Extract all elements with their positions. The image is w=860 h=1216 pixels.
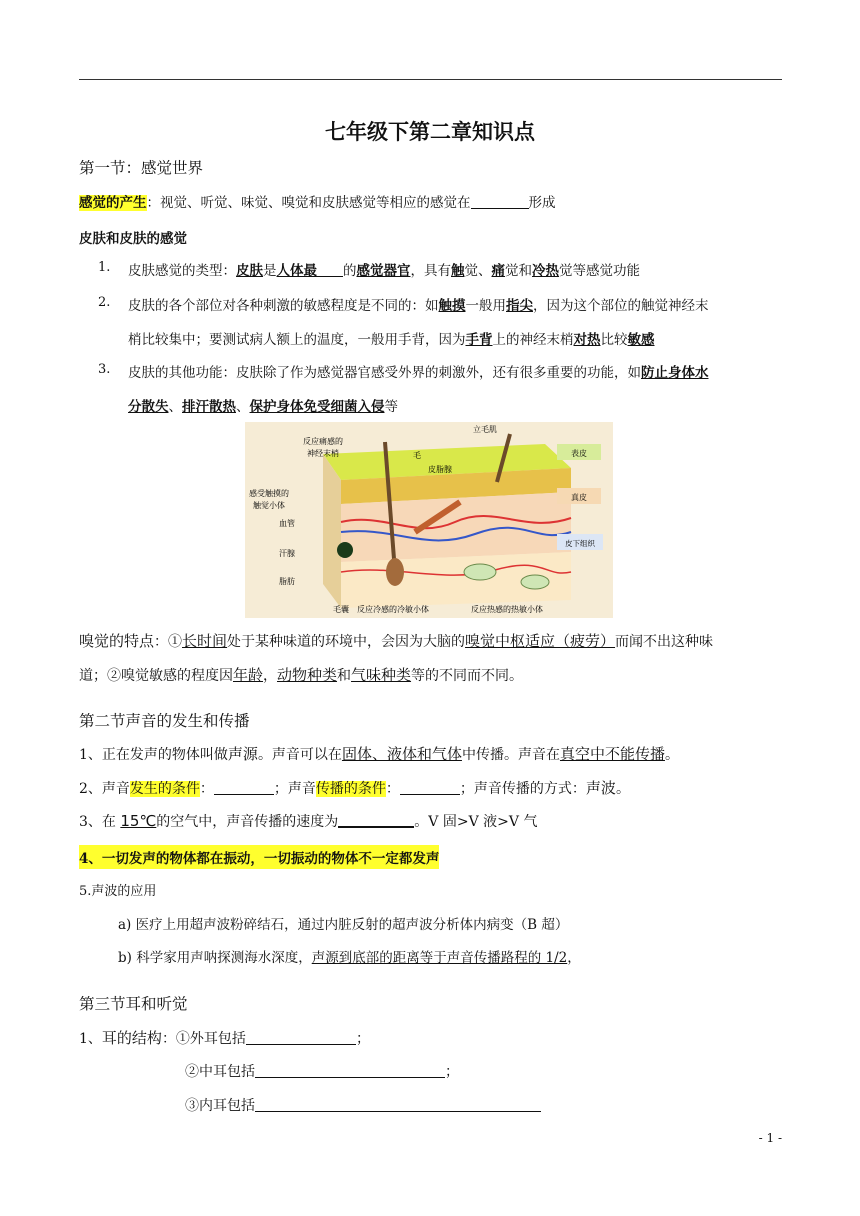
text: b) 科学家用声呐探测海水深度， <box>118 950 312 966</box>
text: 1、正在发声的物体叫做 <box>79 747 228 763</box>
sound-line5: 5.声波的应用 <box>79 884 157 899</box>
sound-line2 <box>79 777 630 798</box>
text: 皮肤的各个部位对各种刺激的敏感程度是不同的：如 <box>128 298 439 314</box>
text: ：① <box>154 634 183 650</box>
item-number: 3. <box>98 362 111 377</box>
text: 耳的结构 <box>101 1029 162 1047</box>
text: 真空中不能传播 <box>559 745 665 763</box>
text: 。 <box>664 747 679 763</box>
text: 觉和 <box>505 263 532 279</box>
label-touch-2: 触觉小体 <box>253 501 285 510</box>
sound-line4: 4、一切发声的物体都在振动，一切振动的物体不一定都发声 <box>79 845 439 869</box>
text: ，因为这个部位的触觉神经末 <box>533 298 709 314</box>
ear-line2 <box>185 1061 459 1081</box>
text: 1、 <box>79 1031 102 1047</box>
text: 觉、 <box>464 263 492 279</box>
section1-heading: 第一节：感觉世界 <box>79 159 204 177</box>
text: 皮肤感觉的类型： <box>128 263 236 279</box>
text: 是 <box>263 263 277 279</box>
text: 、 <box>236 399 250 415</box>
text: 固体、液体和气体 <box>341 745 462 763</box>
skin-item-1 <box>128 259 640 279</box>
text: 处于某种味道的环境中，会因为大脑的 <box>227 634 466 650</box>
text: 15℃ <box>120 812 157 830</box>
text: 上的神经末梢 <box>492 332 574 348</box>
text: 传播的条件 <box>315 781 386 797</box>
fat-cell <box>521 575 549 589</box>
text: ： <box>385 781 400 797</box>
blank <box>255 1097 541 1112</box>
text: ，具有 <box>410 263 451 279</box>
text: 声源到底部的距离等于声音传播路程的 1/2 <box>311 950 568 966</box>
blank <box>255 1063 445 1078</box>
label-epidermis: 表皮 <box>571 449 587 458</box>
text: 嗅觉中枢适应（疲劳） <box>465 632 616 650</box>
sweat-gland <box>337 542 353 558</box>
skin-item-3-line2 <box>128 395 398 415</box>
text: 保护身体免受细菌入侵 <box>249 399 385 415</box>
sensation-line <box>79 191 556 211</box>
blank <box>338 812 414 828</box>
text: 、 <box>168 399 182 415</box>
skin-item-3-line1 <box>128 361 709 381</box>
skin-item-2-line1 <box>128 294 709 314</box>
text: 。声音可以在 <box>257 747 342 763</box>
sensation-label: 感觉的产生 <box>79 195 147 211</box>
text: ， <box>567 950 581 966</box>
text: 人体最 <box>276 263 317 279</box>
text: 触 <box>451 263 465 279</box>
sensation-end: 形成 <box>528 195 556 211</box>
ear-line1 <box>79 1027 370 1048</box>
text: 敏感 <box>627 332 655 348</box>
text: ②中耳包括 <box>185 1064 255 1080</box>
text: ：①外耳包括 <box>161 1031 246 1047</box>
text: 和 <box>337 668 352 684</box>
label-vessel: 血管 <box>279 519 295 528</box>
skin-structure-diagram <box>245 422 613 618</box>
text: 而闻不出这种味 <box>615 634 714 650</box>
sensation-text: ：视觉、听觉、味觉、嗅觉和皮肤感觉等相应的感觉在 <box>146 195 471 211</box>
label-pain-2: 神经末梢 <box>307 449 339 458</box>
text: ； <box>355 1031 370 1047</box>
text: ；声音 <box>273 781 316 797</box>
fat-cell <box>464 564 496 580</box>
sound-line1 <box>79 743 679 764</box>
text: 动物种类 <box>277 666 338 684</box>
text: 触摸 <box>438 298 466 314</box>
text: 冷热 <box>532 263 559 279</box>
label-fat: 脂肪 <box>279 577 295 586</box>
text: 发生的条件 <box>129 781 200 797</box>
page-number: - 1 - <box>758 1131 782 1145</box>
label-sweat: 汗腺 <box>279 549 295 558</box>
text: 排汗散热 <box>182 399 236 415</box>
text: 痛 <box>491 263 505 279</box>
blank <box>400 780 460 795</box>
section3-heading: 第三节耳和听觉 <box>79 995 188 1013</box>
text: 指尖 <box>506 298 533 314</box>
text: 。V 固>V 液>V 气 <box>414 814 538 830</box>
text: 3、在 <box>79 814 121 830</box>
ear-line3 <box>185 1095 541 1115</box>
label-pain-1: 反应痛感的 <box>303 437 343 446</box>
text: 分散失 <box>128 399 169 415</box>
sound-line3 <box>79 811 537 831</box>
text: 手背 <box>465 332 493 348</box>
text: 防止身体水 <box>641 365 709 381</box>
item-number: 2. <box>98 295 111 310</box>
text: 梢比较集中；要测试病人额上的温度，一般用手背，因为 <box>128 332 466 348</box>
smell-line1 <box>79 630 713 651</box>
text: a) 医疗上用超声波粉碎结石，通过内脏反射的超声波分析体内病变（B 超） <box>118 917 569 933</box>
blank <box>471 194 529 209</box>
text: ； <box>445 1064 459 1080</box>
sound-app-b <box>118 946 581 966</box>
page-title: 七年级下第二章知识点 <box>325 119 535 144</box>
smell-label: 嗅觉的特点 <box>79 632 155 650</box>
sound-app-a <box>118 913 568 933</box>
text: 等 <box>384 399 398 415</box>
section2-heading: 第二节声音的发生和传播 <box>79 712 250 730</box>
text: 感觉器官 <box>356 263 411 279</box>
label-heat: 反应热感的热敏小体 <box>471 605 543 614</box>
text: 气味种类 <box>351 666 412 684</box>
text: 皮肤 <box>236 263 263 279</box>
text: ： <box>199 781 214 797</box>
label-dermis: 真皮 <box>571 493 587 502</box>
block-side <box>323 454 341 608</box>
blank <box>214 780 274 795</box>
text: 声源 <box>227 745 258 763</box>
text: 年龄 <box>233 666 264 684</box>
skin-heading: 皮肤和皮肤的感觉 <box>79 231 187 247</box>
label-cold: 反应冷感的冷敏小体 <box>357 605 429 614</box>
text: 声波 <box>585 779 616 797</box>
blank <box>317 262 343 277</box>
text: ；声音传播的方式： <box>459 781 586 797</box>
text: 中传播。声音在 <box>461 747 560 763</box>
label-touch-1: 感受触摸的 <box>249 489 289 498</box>
text: 比较 <box>600 332 628 348</box>
text: 。 <box>615 781 630 797</box>
text: ③内耳包括 <box>185 1098 255 1114</box>
text: ， <box>263 668 278 684</box>
label-sebaceous: 皮脂腺 <box>428 465 452 474</box>
text: 2、声音 <box>79 781 130 797</box>
text: 等的不同而不同。 <box>411 668 524 684</box>
text: 一般用 <box>465 298 506 314</box>
text: 长时间 <box>182 632 228 650</box>
text: 皮肤的其他功能：皮肤除了作为感觉器官感受外界的刺激外，还有很多重要的功能，如 <box>128 365 641 381</box>
label-hair: 毛 <box>413 451 421 460</box>
item-number: 1. <box>98 260 111 275</box>
skin-item-2-line2 <box>128 328 655 348</box>
text: 觉等感觉功能 <box>559 263 640 279</box>
text: 的 <box>343 263 357 279</box>
label-subcutaneous: 皮下组织 <box>565 539 595 548</box>
label-follicle: 毛囊 <box>333 605 349 614</box>
text: 对热 <box>573 332 601 348</box>
header-rule <box>79 79 782 80</box>
text: 道；②嗅觉敏感的程度因 <box>79 668 233 684</box>
text: 的空气中，声音传播的速度为 <box>156 814 339 830</box>
smell-line2 <box>79 664 523 685</box>
blank <box>246 1030 356 1045</box>
hair-follicle <box>386 558 404 586</box>
label-arrector: 立毛肌 <box>473 425 497 434</box>
